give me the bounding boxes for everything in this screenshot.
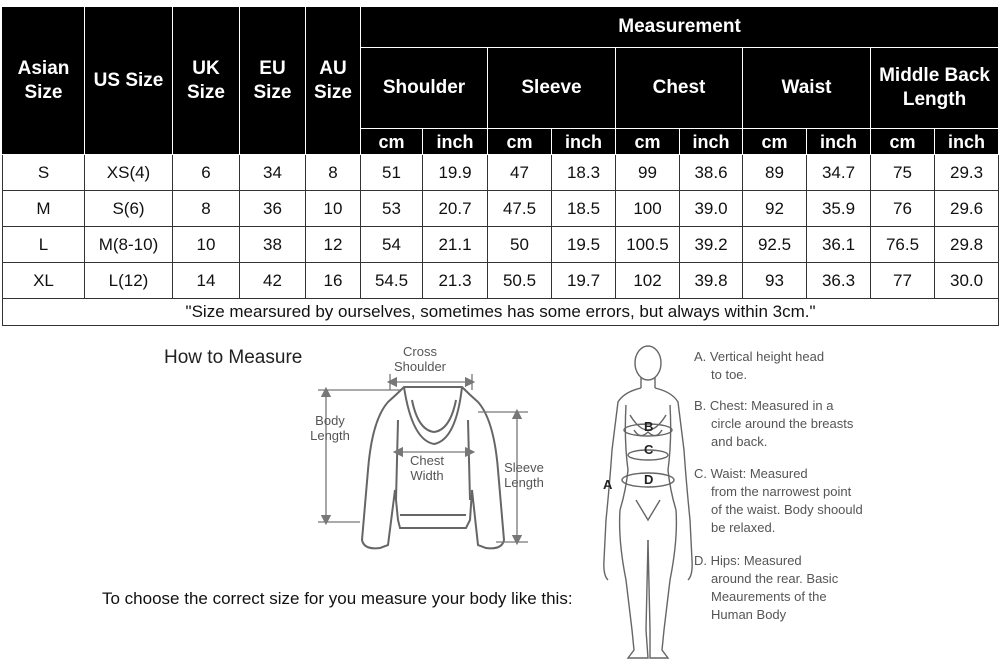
- unit-cm: cm: [743, 129, 807, 155]
- cell-asian-size: M: [3, 191, 85, 227]
- cell-back-length-cm: 75: [871, 155, 935, 191]
- sleeve-length-label: Sleeve Length: [504, 460, 544, 490]
- cell-shoulder-inch: 20.7: [423, 191, 488, 227]
- cell-us-size: S(6): [85, 191, 173, 227]
- header-middle-back-length: Middle Back Length: [871, 48, 999, 129]
- cell-asian-size: S: [3, 155, 85, 191]
- size-note: "Size mearsured by ourselves, sometimes has some errors, but always within 3cm.": [3, 299, 999, 326]
- cell-chest-cm: 100.5: [616, 227, 680, 263]
- measurement-notes: [694, 348, 864, 637]
- note-b: [694, 397, 864, 451]
- cell-back-length-inch: 29.6: [935, 191, 999, 227]
- marker-a: A: [603, 477, 613, 492]
- note-c-desc: from the narrowest point of the waist. Body shoould be relaxed.: [711, 484, 863, 535]
- cell-chest-cm: 102: [616, 263, 680, 299]
- cell-sleeve-inch: 18.3: [552, 155, 616, 191]
- unit-cm: cm: [361, 129, 423, 155]
- cell-asian-size: XL: [3, 263, 85, 299]
- cell-eu-size: 34: [240, 155, 306, 191]
- note-b-desc: circle around the breasts and back.: [711, 416, 854, 449]
- unit-inch: inch: [935, 129, 999, 155]
- cell-waist-cm: 92.5: [743, 227, 807, 263]
- cell-eu-size: 38: [240, 227, 306, 263]
- cell-chest-cm: 100: [616, 191, 680, 227]
- unit-inch: inch: [680, 129, 743, 155]
- cell-asian-size: L: [3, 227, 85, 263]
- cell-us-size: M(8-10): [85, 227, 173, 263]
- cell-waist-inch: 35.9: [807, 191, 871, 227]
- cell-uk-size: 8: [173, 191, 240, 227]
- cell-sleeve-cm: 47.5: [488, 191, 552, 227]
- cell-uk-size: 6: [173, 155, 240, 191]
- cell-uk-size: 14: [173, 263, 240, 299]
- cell-chest-inch: 39.0: [680, 191, 743, 227]
- cell-shoulder-inch: 21.3: [423, 263, 488, 299]
- cell-au-size: 8: [306, 155, 361, 191]
- cell-eu-size: 42: [240, 263, 306, 299]
- unit-cm: cm: [871, 129, 935, 155]
- cross-shoulder-label: Cross Shoulder: [393, 344, 447, 374]
- cell-back-length-inch: 30.0: [935, 263, 999, 299]
- marker-d: D: [644, 472, 654, 487]
- cell-shoulder-inch: 19.9: [423, 155, 488, 191]
- cell-shoulder-cm: 51: [361, 155, 423, 191]
- cell-sleeve-cm: 47: [488, 155, 552, 191]
- unit-inch: inch: [552, 129, 616, 155]
- note-b-head: B. Chest: Measured in a: [694, 398, 834, 413]
- cell-shoulder-inch: 21.1: [423, 227, 488, 263]
- marker-b: B: [644, 419, 654, 434]
- cell-waist-cm: 93: [743, 263, 807, 299]
- header-uk-size: UK Size: [173, 7, 240, 155]
- header-eu-size: EU Size: [240, 7, 306, 155]
- cell-chest-inch: 39.2: [680, 227, 743, 263]
- cell-shoulder-cm: 53: [361, 191, 423, 227]
- cell-uk-size: 10: [173, 227, 240, 263]
- header-us-size: US Size: [85, 7, 173, 155]
- measure-instruction: To choose the correct size for you measure your body like this:: [102, 589, 573, 608]
- cell-au-size: 16: [306, 263, 361, 299]
- note-d-head: D. Hips: Measured: [694, 553, 802, 568]
- cell-sleeve-inch: 19.5: [552, 227, 616, 263]
- cell-waist-cm: 89: [743, 155, 807, 191]
- header-shoulder: Shoulder: [361, 48, 488, 129]
- cell-waist-inch: 36.1: [807, 227, 871, 263]
- header-chest: Chest: [616, 48, 743, 129]
- cell-back-length-cm: 76.5: [871, 227, 935, 263]
- note-c-head: C. Waist: Measured: [694, 466, 808, 481]
- header-au-size: AU Size: [306, 7, 361, 155]
- note-d-desc: around the rear. Basic Meaurements of the Human Body: [711, 571, 839, 622]
- header-waist: Waist: [743, 48, 871, 129]
- body-length-label: Body Length: [310, 413, 350, 443]
- cell-shoulder-cm: 54: [361, 227, 423, 263]
- marker-c: C: [644, 442, 654, 457]
- cell-sleeve-inch: 19.7: [552, 263, 616, 299]
- cell-eu-size: 36: [240, 191, 306, 227]
- how-to-measure-title: How to Measure: [164, 347, 303, 368]
- header-asian-size: Asian Size: [3, 7, 85, 155]
- unit-inch: inch: [807, 129, 871, 155]
- cell-us-size: XS(4): [85, 155, 173, 191]
- note-d: [694, 552, 864, 624]
- cell-chest-inch: 39.8: [680, 263, 743, 299]
- unit-cm: cm: [488, 129, 552, 155]
- unit-cm: cm: [616, 129, 680, 155]
- cell-shoulder-cm: 54.5: [361, 263, 423, 299]
- cell-au-size: 10: [306, 191, 361, 227]
- cell-sleeve-cm: 50.5: [488, 263, 552, 299]
- cell-back-length-cm: 76: [871, 191, 935, 227]
- cell-waist-inch: 36.3: [807, 263, 871, 299]
- cell-chest-inch: 38.6: [680, 155, 743, 191]
- cell-waist-inch: 34.7: [807, 155, 871, 191]
- unit-inch: inch: [423, 129, 488, 155]
- cell-back-length-cm: 77: [871, 263, 935, 299]
- cell-chest-cm: 99: [616, 155, 680, 191]
- cell-us-size: L(12): [85, 263, 173, 299]
- note-a-head: A. Vertical height head: [694, 349, 825, 364]
- cell-waist-cm: 92: [743, 191, 807, 227]
- cell-back-length-inch: 29.8: [935, 227, 999, 263]
- header-sleeve: Sleeve: [488, 48, 616, 129]
- note-a-desc: to toe.: [711, 367, 748, 382]
- cell-sleeve-cm: 50: [488, 227, 552, 263]
- note-a: [694, 348, 864, 384]
- cell-back-length-inch: 29.3: [935, 155, 999, 191]
- header-measurement: Measurement: [361, 7, 999, 48]
- human-body-figure: [604, 346, 692, 658]
- cell-sleeve-inch: 18.5: [552, 191, 616, 227]
- cell-au-size: 12: [306, 227, 361, 263]
- chest-width-label: Chest Width: [410, 453, 444, 483]
- note-c: [694, 465, 864, 537]
